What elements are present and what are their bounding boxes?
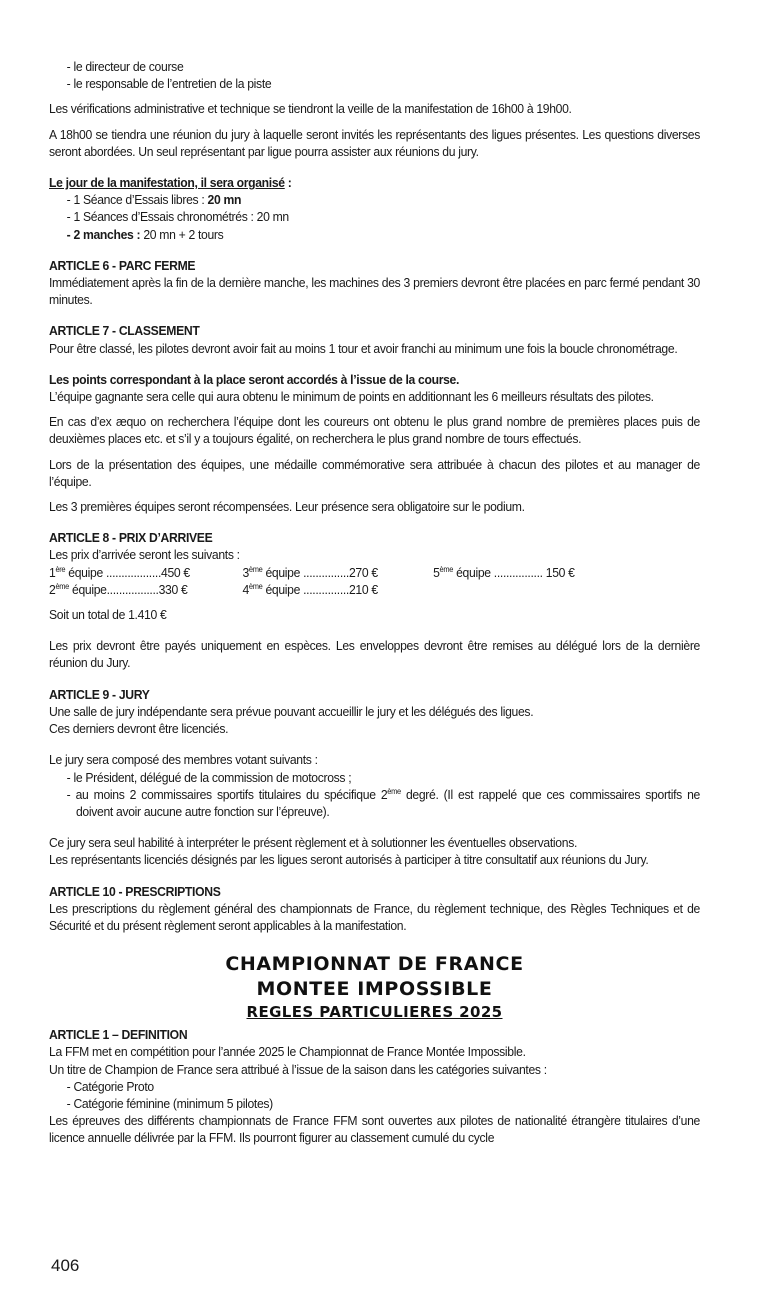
- article-8-paragraph: Les prix devront être payés uniquement en espèces. Les enveloppes devront être remises au délégué lors de la dernière réunion du Jury.: [49, 638, 700, 671]
- article-7-paragraph: Les 3 premières équipes seront récompensées. Leur présence sera obligatoire sur le podium.: [49, 499, 525, 515]
- list-item-text: - 1 Séances d’Essais chronométrés : 20 mn: [66, 209, 289, 225]
- prize-amount: équipe ...............270 €: [262, 564, 378, 580]
- day-heading-text: Le jour de la manifestation, il sera organisé: [49, 175, 285, 191]
- section-title: CHAMPIONNAT DE FRANCE: [225, 953, 524, 976]
- day-heading-suffix: :: [284, 175, 292, 191]
- prize-item: [433, 564, 575, 581]
- prize-rank: 5: [433, 564, 440, 580]
- article-10-text: Les prescriptions du règlement général des championnats de France, du règlement technique, des Règles Techniques et de Sécurité et du présent règlement seront applicables à la manifestation.: [49, 900, 700, 933]
- prize-amount: équipe.................330 €: [68, 581, 188, 597]
- list-item: [49, 208, 700, 225]
- prize-rank-suffix: ème: [439, 564, 454, 574]
- article-6-text: Immédiatement après la fin de la dernière manche, les machines des 3 premiers devront être placées en parc fermé pendant 30 minutes.: [49, 275, 700, 308]
- article-7-title: ARTICLE 7 - CLASSEMENT: [49, 323, 200, 339]
- prize-rank-suffix: ème: [55, 581, 69, 591]
- prize-amount: équipe ...............210 €: [262, 581, 378, 597]
- article-8-intro: Les prix d’arrivée seront les suivants :: [49, 547, 240, 563]
- section-subtitle: REGLES PARTICULIERES 2025: [246, 1003, 503, 1022]
- list-item: - le directeur de course: [66, 59, 184, 74]
- prize-item: [49, 581, 242, 598]
- prize-rank-suffix: ème: [248, 564, 263, 574]
- body-text-section-2: [49, 1026, 700, 1146]
- article-6-title: ARTICLE 6 - PARC FERME: [49, 257, 196, 273]
- prize-item: [242, 564, 433, 581]
- article-9-paragraph: Les représentants licenciés désignés par les ligues seront autorisés à participer à titre consultatif aux réunions du Jury.: [49, 852, 649, 868]
- list-item-sup: ème: [387, 786, 401, 796]
- prize-item: [242, 581, 433, 598]
- prize-rank: 3: [242, 564, 249, 580]
- list-item: [49, 191, 700, 208]
- list-item-text: - au moins 2 commissaires sportifs titulaires du spécifique 2: [66, 786, 388, 802]
- section-title: MONTEE IMPOSSIBLE: [256, 978, 493, 1001]
- article-10-title: ARTICLE 10 - PRESCRIPTIONS: [49, 883, 221, 899]
- document-page: [49, 58, 700, 1147]
- list-item: [49, 226, 700, 243]
- article-9-line: Ces derniers devront être licenciés.: [49, 721, 229, 737]
- article-9-title: ARTICLE 9 - JURY: [49, 686, 150, 702]
- prize-amount: équipe ................ 150 €: [453, 564, 575, 580]
- article-7-paragraph: L’équipe gagnante sera celle qui aura obtenu le minimum de points en additionnant les 6 meilleurs résultats des pilotes.: [49, 389, 654, 405]
- prize-row: [49, 564, 700, 581]
- article-8-title: ARTICLE 8 - PRIX D’ARRIVEE: [49, 530, 213, 546]
- article-1-paragraph: Les épreuves des différents championnats de France FFM sont ouvertes aux pilotes de nationalité étrangère titulaires d’une licence annuelle délivrée par la FFM. Ils pourront figurer au classement cumulé du cycle: [49, 1113, 700, 1146]
- article-8-total: Soit un total de 1.410 €: [49, 607, 167, 623]
- prize-rank: 1: [49, 564, 56, 580]
- prize-item: [49, 564, 242, 581]
- article-1-title: ARTICLE 1 – DEFINITION: [49, 1027, 188, 1043]
- article-7-paragraph: Lors de la présentation des équipes, une médaille commémorative sera attribuée à chacun des pilotes et au manager de l’équipe.: [49, 456, 700, 489]
- paragraph-jury-meeting: A 18h00 se tiendra une réunion du jury à laquelle seront invités les représentants des ligues présentes. Les questions diverses seront abordées. Un seul représentant par ligue pourra assister aux réunions du jury.: [49, 126, 700, 159]
- list-item: - le Président, délégué de la commission de motocross ;: [66, 769, 352, 785]
- article-7-text: Pour être classé, les pilotes devront avoir fait au moins 1 tour et avoir franchi au minimum une fois la boucle chronométrage.: [49, 340, 678, 356]
- prize-rank-suffix: ème: [248, 581, 263, 591]
- article-1-line: Un titre de Champion de France sera attribué à l’issue de la saison dans les catégories suivantes :: [49, 1061, 547, 1077]
- list-item: - Catégorie féminine (minimum 5 pilotes): [66, 1095, 273, 1111]
- article-7-paragraph: En cas d’ex æquo on recherchera l’équipe dont les coureurs ont obtenu le plus grand nombre de premières places puis de deuxièmes places etc. et s’il y a toujours égalité, on recherchera le plus grand nombre de tours effectués.: [49, 414, 700, 447]
- list-item-bold: 20 mn: [207, 192, 242, 208]
- body-text: [49, 58, 700, 934]
- list-item-text: 20 mn + 2 tours: [143, 226, 224, 242]
- prize-rank-suffix: ère: [55, 564, 66, 574]
- list-item: [49, 786, 700, 820]
- prize-rank: 4: [242, 581, 249, 597]
- list-item-text: - 1 Séance d’Essais libres :: [66, 192, 208, 208]
- article-1-line: La FFM met en compétition pour l’année 2025 le Championnat de France Montée Impossible.: [49, 1044, 526, 1060]
- list-item-text: degré. (Il est rappelé que ces commissaires sportifs ne doivent avoir aucune autre fonction sur l’épreuve).: [75, 786, 700, 819]
- prize-rank: 2: [49, 581, 56, 597]
- prize-amount: équipe ..................450 €: [65, 564, 190, 580]
- article-9-line: Une salle de jury indépendante sera prévue pouvant accueillir le jury et les délégués des ligues.: [49, 703, 534, 719]
- page-number: 406: [51, 1256, 80, 1275]
- prize-row: [49, 581, 700, 598]
- list-item-bold: - 2 manches :: [66, 226, 144, 242]
- day-heading: [49, 174, 700, 191]
- article-9-paragraph: Ce jury sera seul habilité à interpréter le présent règlement et à solutionner les éventuelles observations.: [49, 835, 578, 851]
- article-9-intro: Le jury sera composé des membres votant suivants :: [49, 752, 318, 768]
- list-item: - Catégorie Proto: [66, 1078, 154, 1094]
- article-7-bold-statement: Les points correspondant à la place seront accordés à l’issue de la course.: [49, 371, 460, 387]
- list-item: - le responsable de l’entretien de la piste: [66, 76, 272, 92]
- paragraph-verifications: Les vérifications administrative et technique se tiendront la veille de la manifestation de 16h00 à 19h00.: [49, 101, 572, 117]
